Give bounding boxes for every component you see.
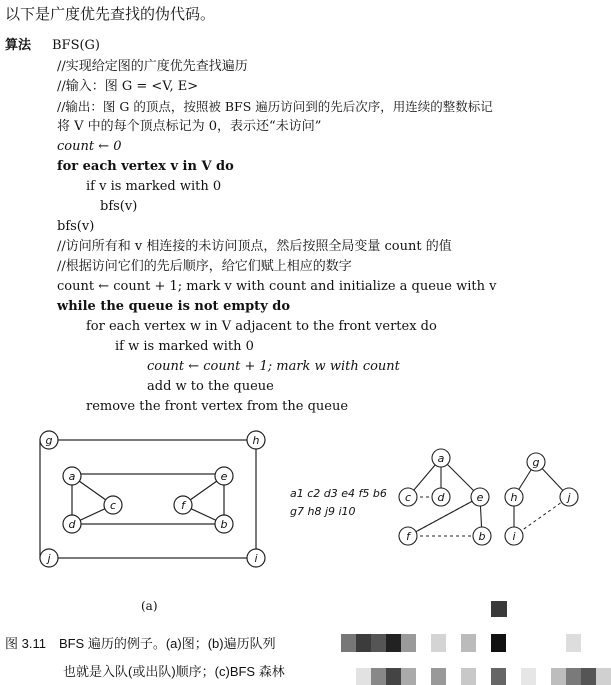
forest-vertex-h xyxy=(505,488,523,506)
vertex-a xyxy=(63,467,81,485)
code-line-for-each-adjacent: for each vertex w in V adjacent to the front vertex do xyxy=(86,319,437,334)
svg-text:f: f xyxy=(181,499,185,512)
pixelated-redaction xyxy=(341,601,611,685)
code-line-init-mark: 将 V 中的每个顶点标记为 0，表示还“未访问” xyxy=(57,119,322,134)
svg-text:f: f xyxy=(406,530,410,543)
vertex-e xyxy=(215,467,233,485)
graph-a xyxy=(40,440,256,558)
svg-text:j: j xyxy=(567,491,571,504)
svg-text:e: e xyxy=(220,470,228,483)
forest-vertex-g xyxy=(527,453,545,471)
svg-text:h: h xyxy=(252,434,260,447)
traversal-queue-line-1: a1 c2 d3 e4 f5 b6 xyxy=(290,487,387,500)
forest-vertex-d xyxy=(432,488,450,506)
caption-line-1: 图 3.11 BFS 遍历的例子。(a)图；(b)遍历队列 xyxy=(5,636,276,651)
code-line-call-bfs: bfs(v) xyxy=(100,199,138,214)
svg-text:d: d xyxy=(68,518,76,531)
caption-line-2: 也就是入队(或出队)顺序；(c)BFS 森林 xyxy=(63,664,285,679)
algorithm-name: BFS(G) xyxy=(52,38,101,53)
vertex-d xyxy=(63,515,81,533)
forest-vertex-a xyxy=(432,449,450,467)
forest-vertex-c xyxy=(399,488,417,506)
code-line-remove-front: remove the front vertex from the queue xyxy=(86,399,349,414)
graph-a-vertices xyxy=(40,431,265,567)
code-line-for-each: for each vertex v in V do xyxy=(57,159,234,174)
code-line-count-mark-w: count ← count + 1; mark w with count xyxy=(147,359,400,374)
comment-line-3: //输出：图 G 的顶点，按照被 BFS 遍历访问到的先后次序，用连续的整数标记 xyxy=(57,99,493,114)
code-line-while: while the queue is not empty do xyxy=(57,299,291,314)
inner-frame-edges xyxy=(72,474,224,524)
code-line-count-init: count ← 0 xyxy=(57,139,122,154)
code-line-bfs-header: bfs(v) xyxy=(57,219,95,234)
svg-text:h: h xyxy=(510,491,518,504)
vertex-g xyxy=(40,431,58,449)
code-line-if-w-marked: if w is marked with 0 xyxy=(115,339,254,354)
code-line-if-marked: if v is marked with 0 xyxy=(86,179,222,194)
svg-text:g: g xyxy=(45,434,53,447)
forest-vertex-b xyxy=(473,527,491,545)
comment-line-1: //实现给定图的广度优先查找遍历 xyxy=(57,59,248,74)
vertex-b xyxy=(215,515,233,533)
code-line-count-mark-queue: count ← count + 1; mark v with count and initialize a queue with v xyxy=(57,279,497,294)
svg-text:d: d xyxy=(437,491,445,504)
svg-text:b: b xyxy=(478,530,486,543)
svg-text:i: i xyxy=(512,530,516,543)
svg-text:g: g xyxy=(532,456,540,469)
comment-line-2: //输入：图 G = <V, E> xyxy=(57,79,199,94)
comment-line-4: //访问所有和 v 相连接的未访问顶点，然后按照全局变量 count 的值 xyxy=(57,239,452,254)
svg-text:i: i xyxy=(254,552,258,565)
forest-vertex-f xyxy=(399,527,417,545)
algorithm-label: 算法 xyxy=(5,38,32,53)
vertex-c xyxy=(104,496,122,514)
svg-text:c: c xyxy=(109,499,117,512)
vertex-h xyxy=(247,431,265,449)
vertex-i xyxy=(247,549,265,567)
figure-label-a: (a) xyxy=(141,599,158,613)
svg-text:e: e xyxy=(476,491,484,504)
svg-text:c: c xyxy=(404,491,412,504)
svg-text:a: a xyxy=(68,470,76,483)
svg-text:b: b xyxy=(220,518,228,531)
forest-vertex-j xyxy=(560,488,578,506)
svg-text:a: a xyxy=(437,452,445,465)
code-line-add-w: add w to the queue xyxy=(147,379,274,394)
intro-text: 以下是广度优先查找的伪代码。 xyxy=(5,5,216,23)
comment-line-5: //根据访问它们的先后顺序，给它们赋上相应的数字 xyxy=(57,259,352,274)
traversal-queue-line-2: g7 h8 j9 i10 xyxy=(290,505,356,518)
forest-vertex-i xyxy=(505,527,523,545)
bfs-forest-vertices xyxy=(399,449,578,545)
svg-text:j: j xyxy=(47,552,51,565)
vertex-f xyxy=(174,496,192,514)
vertex-j xyxy=(40,549,58,567)
forest-vertex-e xyxy=(471,488,489,506)
